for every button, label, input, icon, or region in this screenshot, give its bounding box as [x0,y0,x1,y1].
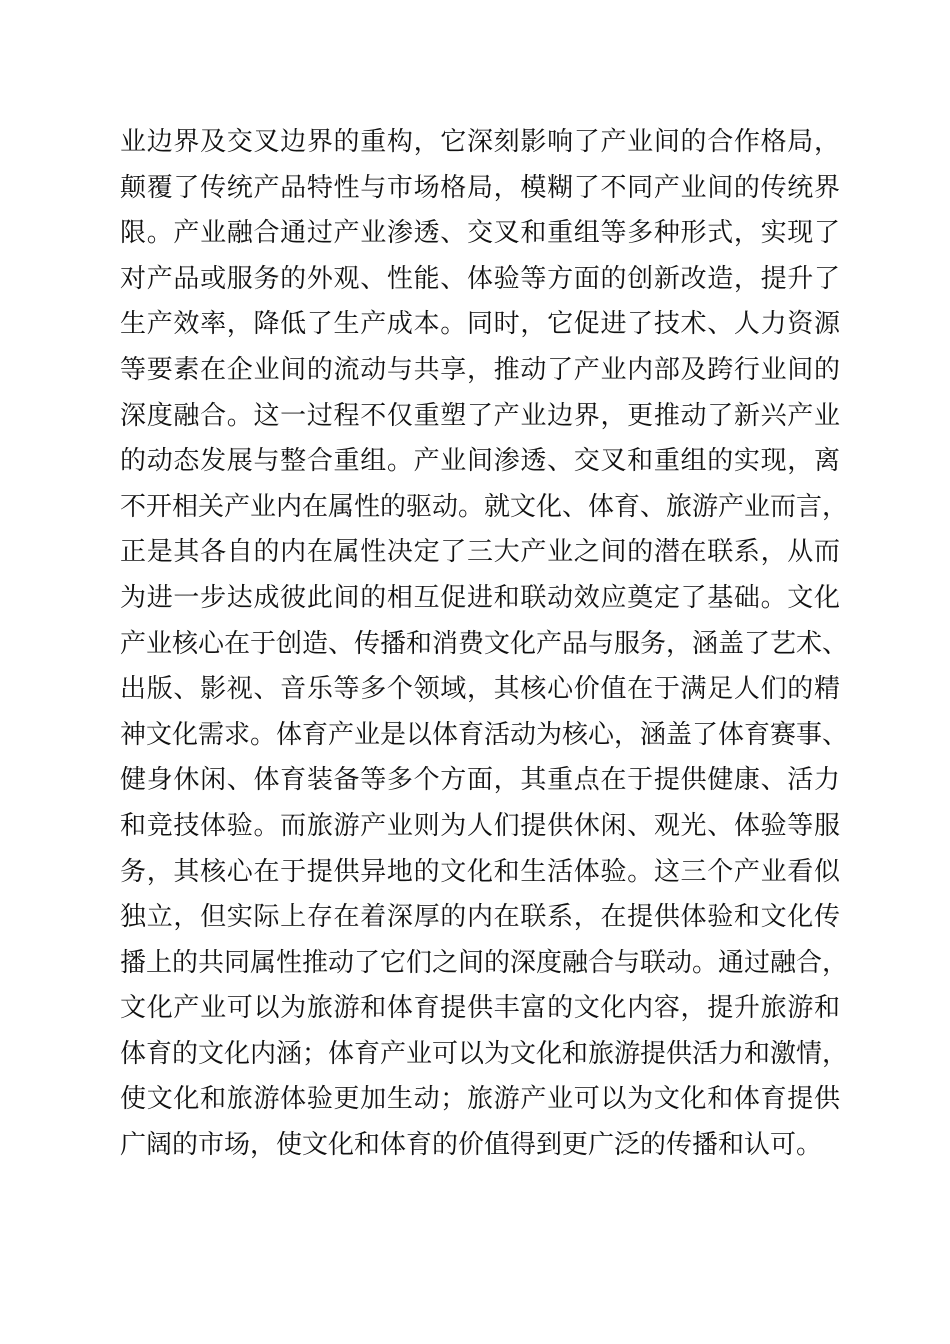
paragraph-line: 正是其各自的内在属性决定了三大产业之间的潜在联系，从而 [120,537,840,568]
paragraph-line: 不开相关产业内在属性的驱动。就文化、体育、旅游产业而言， [120,491,849,522]
paragraph-line: 播上的共同属性推动了它们之间的深度融合与联动。通过融合， [120,947,849,978]
body-paragraph [120,120,849,1169]
paragraph-line: 限。产业融合通过产业渗透、交叉和重组等多种形式，实现了 [120,218,840,249]
paragraph-line: 广阔的市场，使文化和体育的价值得到更广泛的传播和认可。 [120,1130,823,1161]
paragraph-line: 务，其核心在于提供异地的文化和生活体验。这三个产业看似 [120,856,840,887]
paragraph-line: 产业核心在于创造、传播和消费文化产品与服务，涵盖了艺术、 [120,628,849,659]
paragraph-line: 神文化需求。体育产业是以体育活动为核心，涵盖了体育赛事、 [120,719,849,750]
paragraph-line: 颠覆了传统产品特性与市场格局，模糊了不同产业间的传统界 [120,172,840,203]
paragraph-line: 出版、影视、音乐等多个领域，其核心价值在于满足人们的精 [120,674,840,705]
paragraph-line: 对产品或服务的外观、性能、体验等方面的创新改造，提升了 [120,263,840,294]
paragraph-line: 和竞技体验。而旅游产业则为人们提供休闲、观光、体验等服 [120,810,840,841]
paragraph-line: 使文化和旅游体验更加生动；旅游产业可以为文化和体育提供 [120,1084,840,1115]
paragraph-line: 为进一步达成彼此间的相互促进和联动效应奠定了基础。文化 [120,582,840,613]
paragraph-line: 业边界及交叉边界的重构，它深刻影响了产业间的合作格局， [120,127,840,157]
paragraph-line: 的动态发展与整合重组。产业间渗透、交叉和重组的实现，离 [120,446,840,477]
paragraph-line: 独立，但实际上存在着深厚的内在联系，在提供体验和文化传 [120,902,840,933]
paragraph-line: 等要素在企业间的流动与共享，推动了产业内部及跨行业间的 [120,354,840,385]
paragraph-line: 体育的文化内涵；体育产业可以为文化和旅游提供活力和激情， [120,1038,849,1069]
paragraph-line: 深度融合。这一过程不仅重塑了产业边界，更推动了新兴产业 [120,400,840,431]
paragraph-line: 生产效率，降低了生产成本。同时，它促进了技术、人力资源 [120,309,840,340]
paragraph-line: 健身休闲、体育装备等多个方面，其重点在于提供健康、活力 [120,765,840,796]
paragraph-line: 文化产业可以为旅游和体育提供丰富的文化内容，提升旅游和 [120,993,840,1024]
